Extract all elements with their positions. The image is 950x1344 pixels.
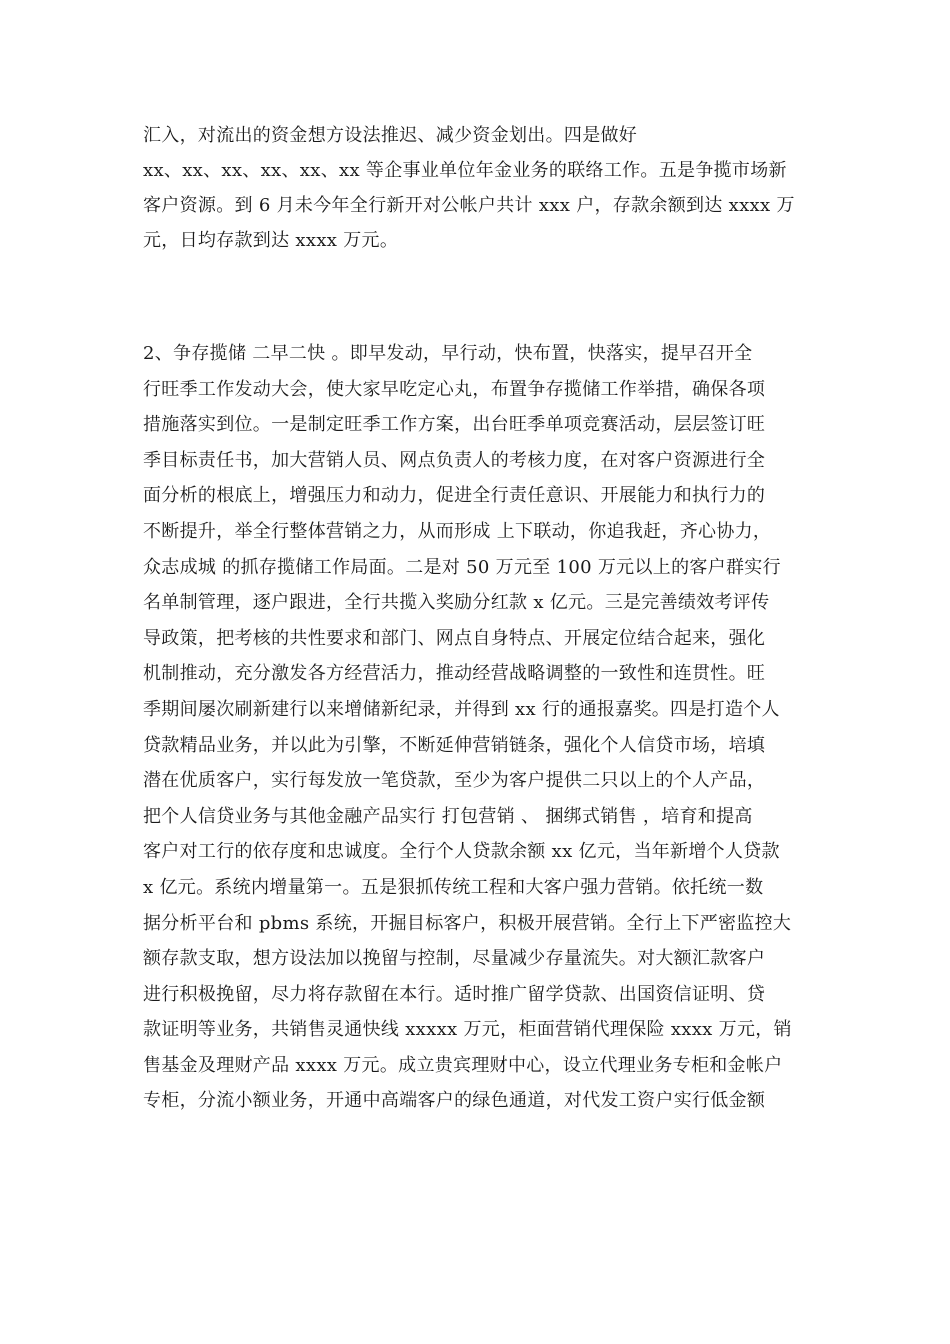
text-line: x 亿元。系统内增量第一。五是狠抓传统工程和大客户强力营销。依托统一数 bbox=[143, 876, 764, 898]
text-line: 贷款精品业务，并以此为引擎，不断延伸营销链条，强化个人信贷市场，培填 bbox=[143, 734, 766, 756]
text-line: 款证明等业务，共销售灵通快线 xxxxx 万元，柜面营销代理保险 xxxx 万元，销 bbox=[143, 1019, 792, 1041]
text-line: 季期间屡次刷新建行以来增储新纪录，并得到 xx 行的通报嘉奖。四是打造个人 bbox=[143, 698, 780, 720]
text-line: 不断提升，举全行整体营销之力，从而形成 上下联动，你追我赶，齐心协力， bbox=[143, 520, 772, 542]
text-line: 面分析的根底上，增强压力和动力，促进全行责任意识、开展能力和执行力的 bbox=[143, 485, 766, 507]
paragraph-1 bbox=[143, 127, 795, 267]
text-line: 客户对工行的依存度和忠诚度。全行个人贷款余额 xx 亿元，当年新增个人贷款 bbox=[143, 841, 780, 863]
text-line: 据分析平台和 pbms 系统，开掘目标客户，积极开展营销。全行上下严密监控大 bbox=[143, 912, 792, 934]
text-line: 机制推动，充分激发各方经营活力，推动经营战略调整的一致性和连贯性。旺 bbox=[143, 663, 766, 685]
text-line: 元，日均存款到达 xxxx 万元。 bbox=[143, 230, 399, 251]
text-line: 众志成城 的抓存揽储工作局面。二是对 50 万元至 100 万元以上的客户群实行 bbox=[143, 556, 781, 578]
text-line: 名单制管理，逐户跟进，全行共揽入奖励分红款 x 亿元。三是完善绩效考评传 bbox=[143, 592, 770, 614]
paragraph-2 bbox=[143, 345, 792, 1128]
text-line: 专柜，分流小额业务，开通中高端客户的绿色通道，对代发工资户实行低金额 bbox=[143, 1090, 766, 1112]
text-line: 售基金及理财产品 xxxx 万元。成立贵宾理财中心，设立代理业务专柜和金帐户 bbox=[143, 1054, 783, 1076]
text-line: 导政策，把考核的共性要求和部门、网点自身特点、开展定位结合起来，强化 bbox=[143, 627, 766, 649]
text-line: 客户资源。到 6 月未今年全行新开对公帐户共计 xxx 户，存款余额到达 xxxx 万 bbox=[143, 195, 795, 216]
text-line: 2、争存揽储 二早二快 。即早发动，早行动，快布置，快落实，提早召开全 bbox=[143, 343, 753, 364]
text-line: 季目标责任书，加大营销人员、网点负责人的考核力度，在对客户资源进行全 bbox=[143, 449, 766, 471]
text-line: 潜在优质客户，实行每发放一笔贷款，至少为客户提供二只以上的个人产品， bbox=[143, 770, 766, 792]
text-line: xx、xx、xx、xx、xx、xx 等企事业单位年金业务的联络工作。五是争揽市场新 bbox=[143, 160, 787, 181]
text-line: 额存款支取，想方设法加以挽留与控制，尽量减少存量流失。对大额汇款客户 bbox=[143, 948, 766, 970]
text-line: 措施落实到位。一是制定旺季工作方案，出台旺季单项竞赛活动，层层签订旺 bbox=[143, 414, 766, 436]
text-line: 进行积极挽留，尽力将存款留在本行。适时推广留学贷款、出国资信证明、贷 bbox=[143, 983, 766, 1005]
text-line: 行旺季工作发动大会，使大家早吃定心丸，布置争存揽储工作举措，确保各项 bbox=[143, 378, 766, 400]
text-line: 把个人信贷业务与其他金融产品实行 打包营销 、 捆绑式销售 ，培育和提高 bbox=[143, 805, 753, 827]
text-line: 汇入，对流出的资金想方设法推迟、减少资金划出。四是做好 bbox=[143, 125, 638, 146]
